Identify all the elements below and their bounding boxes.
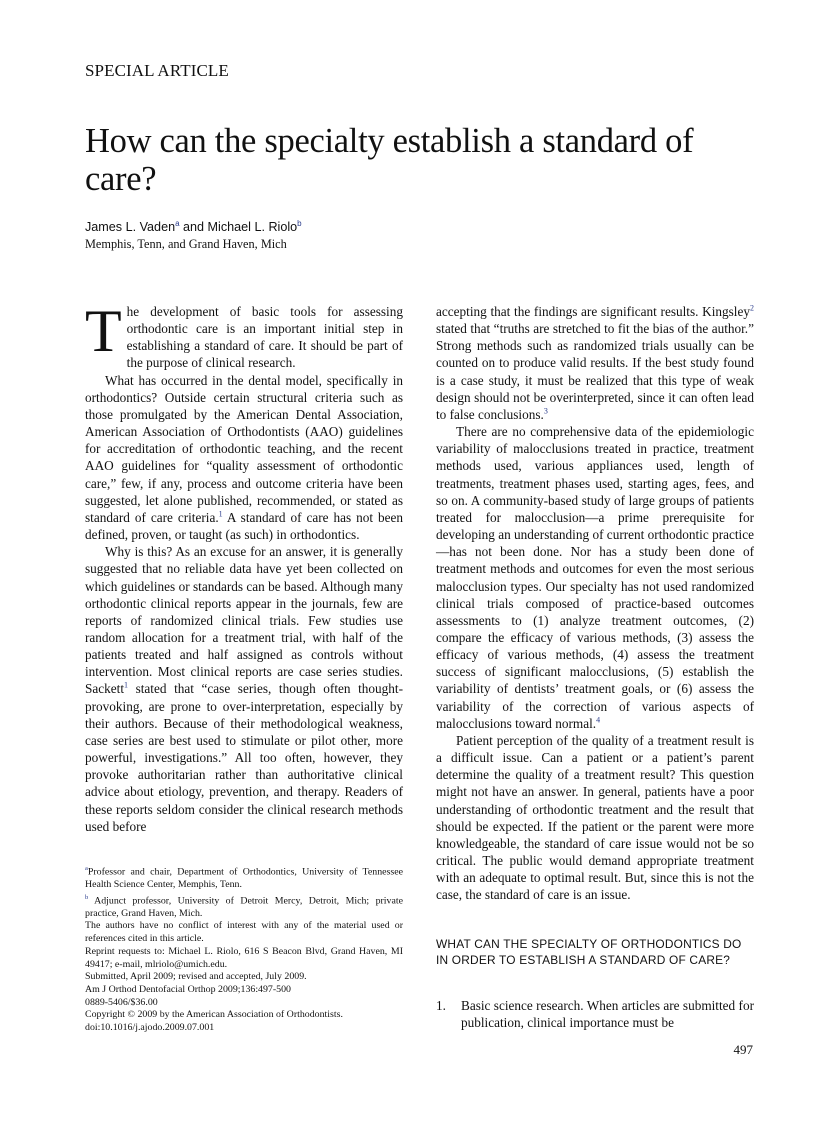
- paragraph: [436, 303, 754, 423]
- paragraph: [85, 372, 403, 544]
- paragraph-text: What has occurred in the dental model, specifically in orthodontics? Outside certain structural criteria such as those promulgated by the American Dental Association, American Association of Orthodontists (AAO) guidelines for accreditation of orthodontic teaching, and the recent AAO guidelines for “quality assessment of orthodontic care,” few, if any, process and outcome criteria have been suggested, let alone published, recommended, or stated as standard of care criteria.: [85, 372, 403, 525]
- affiliation-marker: b: [85, 893, 89, 901]
- reference-link[interactable]: 3: [543, 406, 548, 416]
- paragraph: [436, 423, 754, 732]
- footnote-doi[interactable]: doi:10.1016/j.ajodo.2009.07.001: [85, 1022, 215, 1034]
- paragraph-text: Why is this? As an excuse for an answer, it is generally suggested that no reliable data have yet been collected on which guidelines or standards can be based. Although many orthodontic clinical reports appear in the journals, few are reports of randomized clinical trials. Few studies use random allocation for a treatment trial, with half of the patients treated and half assigned as controls without intervention. Most clinical reports are case series studies. Sackett: [85, 544, 403, 697]
- paragraph-text: stated that “truths are stretched to fit the bias of the author.” Strong methods such as randomized trials usually can be counted on to produce valid results. If the best study found is a case study, it must be realized that this type of weak design should not be overinterpreted, since it can often lead to false conclusions.: [436, 321, 754, 422]
- paragraph: [85, 298, 403, 372]
- paragraph-text: stated that “case series, though often thought-provoking, are prone to over-interpretation, especially by their authors. Because of their methodological weakness, case series are best used to stimulate or pilot other, more powerful, investigations.” All too often, however, they provoke authoritarian rather than authoritative clinical advice about etiology, prevention, and therapy. Readers of these reports seldom consider the clinical research methods used before: [85, 681, 403, 834]
- left-column: [85, 298, 403, 835]
- paragraph-text: A standard of care has not been defined, proven, or taught (as such) in orthodontics.: [85, 509, 403, 543]
- page-number: 497: [733, 1042, 753, 1057]
- article-title: How can the specialty establish a standard of care?: [85, 122, 694, 198]
- paragraph: [436, 732, 754, 904]
- paragraph-text: he development of basic tools for assessing orthodontic care is an important initial step in establishing a standard of care. It should be part of the purpose of clinical research.: [126, 304, 403, 371]
- reference-link[interactable]: 1: [124, 681, 128, 691]
- footnote-copyright: Copyright © 2009 by the American Association of Orthodontists.: [85, 1009, 343, 1021]
- footnote-text: Professor and chair, Department of Orthodontics, University of Tennessee Health Science Center, Memphis, Tenn.: [85, 866, 403, 890]
- paragraph-text: There are no comprehensive data of the epidemiologic variability of malocclusions treated in practice, treatment methods used, various appliances used, length of treatments, treatment phases used, starting ages, fees, and so on. A community-based study of large groups of patients treated for malocclusion—a prime prerequisite for developing an understanding of current orthodontic practice—has not been done. Nor has a study been done of treatment methods and outcomes for even the most serious malocclusion types. Our specialty has not used randomized clinical trials composed of practice-based outcomes assessments to (1) analyze treatment outcomes, (2) compare the efficacy of various methods, (3) assess the efficacy of various methods, (4) assess the treatment success of significant malocclusions, (5) establish the variability of dentists’ treatment goals, or (6) assess the variability of the correction of various aspects of malocclusions toward normal.: [436, 424, 754, 731]
- footnote-affiliation-b: [85, 892, 403, 921]
- affiliation-marker[interactable]: a: [175, 219, 180, 228]
- footnote-affiliation-a: [85, 863, 403, 892]
- reference-link[interactable]: 4: [596, 715, 601, 725]
- footnote-conflict: The authors have no conflict of interest with any of the material used or references cited in this article.: [85, 920, 403, 945]
- section-heading: WHAT CAN THE SPECIALTY OF ORTHODONTICS DO IN ORDER TO ESTABLISH A STANDARD OF CARE?: [436, 937, 742, 967]
- list-item: [436, 997, 754, 1031]
- list-text: Basic science research. When articles are submitted for publication, clinical importance must be: [461, 998, 754, 1031]
- footnote-text: Adjunct professor, University of Detroit Mercy, Detroit, Mich; private practice, Grand Haven, Mich.: [85, 895, 403, 919]
- footnote-submitted: Submitted, April 2009; revised and accepted, July 2009.: [85, 971, 307, 983]
- section-label: SPECIAL ARTICLE: [85, 61, 229, 80]
- numbered-list: [436, 997, 754, 1031]
- paragraph-text: accepting that the findings are significant results. Kingsley: [436, 304, 750, 319]
- paragraph: [85, 543, 403, 835]
- author-name[interactable]: Michael L. Riolo: [207, 220, 298, 235]
- author-connector: and: [179, 220, 208, 235]
- footnote-issn: 0889-5406/$36.00: [85, 996, 158, 1008]
- reference-link[interactable]: 2: [750, 303, 754, 313]
- author-line: [85, 219, 302, 234]
- footnote-reprint[interactable]: Reprint requests to: Michael L. Riolo, 616 S Beacon Blvd, Grand Haven, MI 49417; e-mail, mlriolo@umich.edu.: [85, 945, 403, 970]
- affiliation-marker: a: [85, 865, 88, 872]
- right-column: [436, 303, 754, 903]
- reference-link[interactable]: 1: [218, 509, 223, 519]
- footnotes: [85, 863, 403, 1035]
- paragraph-text: Patient perception of the quality of a treatment result is a difficult issue. Can a patient or a patient’s parent determine the quality of a treatment result? This question might not have an answer. In general, patients have a poor understanding of orthodontic treatment and the result that should be expected. If the patient or the parent were more knowledgeable, the standard of care issue would not be so critical. The public would demand appropriate treatment with an adequate to optimal result. But, since this is not the case, the standard of care is an issue.: [436, 732, 754, 903]
- list-number: 1.: [436, 998, 446, 1013]
- author-location: Memphis, Tenn, and Grand Haven, Mich: [85, 237, 287, 251]
- affiliation-marker[interactable]: b: [297, 219, 302, 228]
- author-name[interactable]: James L. Vaden: [85, 220, 176, 235]
- footnote-citation: Am J Orthod Dentofacial Orthop 2009;136:497-500: [85, 983, 291, 995]
- drop-cap: T: [85, 298, 122, 364]
